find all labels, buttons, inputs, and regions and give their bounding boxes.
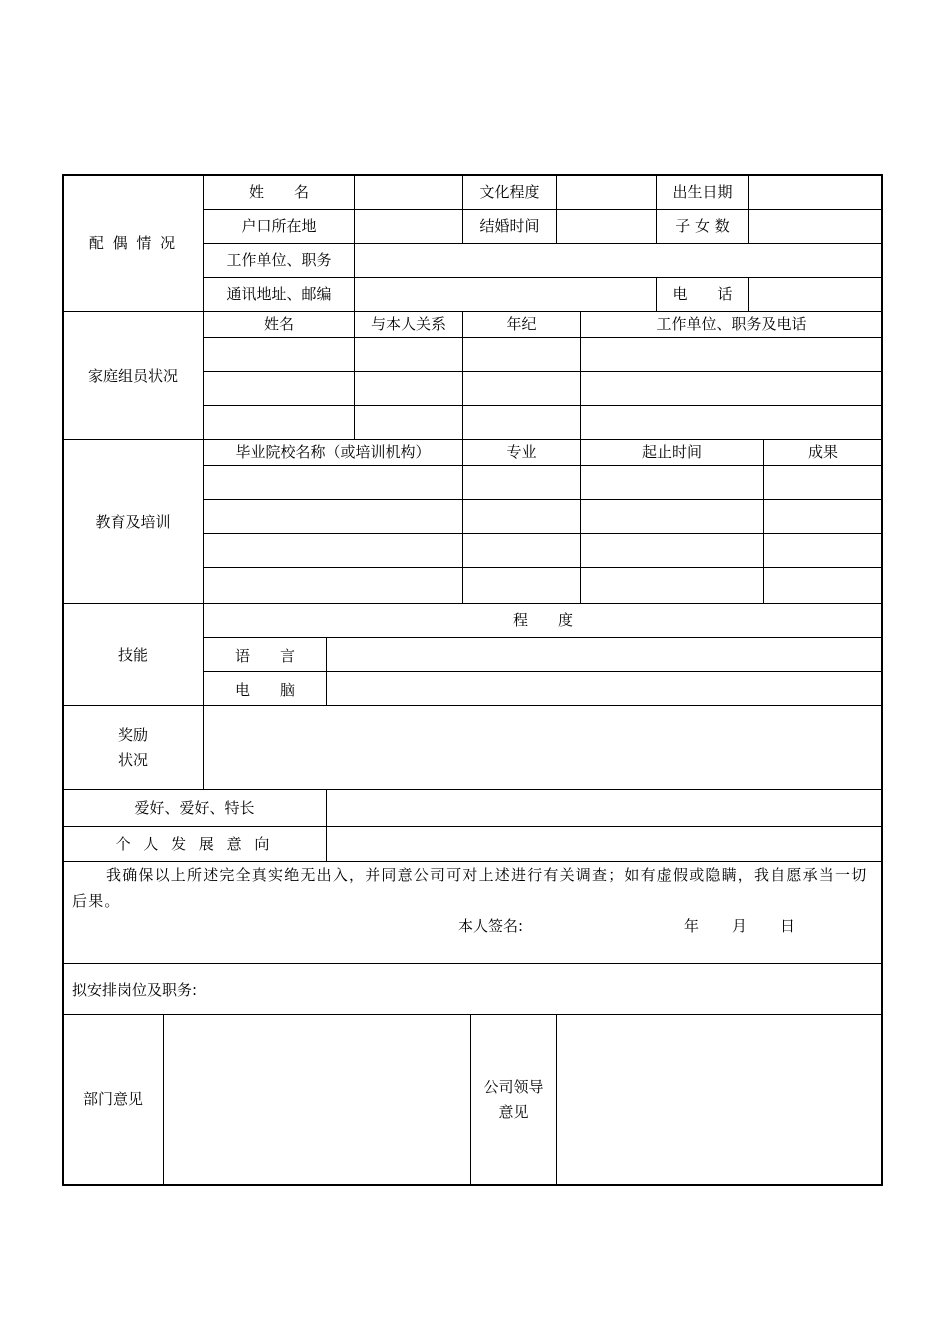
column-divider — [470, 1014, 471, 1185]
spouse-phone-field[interactable] — [749, 278, 882, 311]
education-row[interactable] — [204, 466, 882, 499]
spouse-marriage-time-label: 结婚时间 — [479, 217, 540, 235]
spouse-education-field[interactable] — [557, 176, 656, 209]
education-row[interactable] — [204, 500, 882, 533]
dept-opinion-field[interactable] — [164, 1015, 470, 1185]
awards-field[interactable] — [204, 706, 882, 789]
spouse-employer-field[interactable] — [355, 244, 882, 277]
spouse-children-label: 子 女 数 — [675, 217, 730, 235]
spouse-education-label: 文化程度 — [479, 183, 540, 201]
education-section-label: 教育及培训 — [95, 513, 171, 531]
family-section-label: 家庭组员状况 — [87, 367, 178, 385]
family-col-relation: 与本人关系 — [370, 315, 446, 333]
declaration-text: 我确保以上所述完全真实绝无出入，并同意公司可对上述进行有关调查；如有虚假或隐瞒，我自愿承当一切后果。 — [72, 866, 868, 910]
education-row[interactable] — [204, 568, 882, 603]
education-col-school: 毕业院校名称（或培训机构） — [235, 443, 431, 461]
signature-field[interactable] — [540, 912, 670, 940]
spouse-employer-label: 工作单位、职务 — [226, 251, 332, 269]
spouse-birthdate-field[interactable] — [749, 176, 882, 209]
awards-label-line2: 状况 — [117, 751, 148, 769]
spouse-hukou-field[interactable] — [355, 210, 462, 243]
family-row[interactable] — [204, 406, 882, 439]
awards-label-line1: 奖励 — [117, 726, 148, 744]
family-col-name: 姓名 — [263, 315, 294, 333]
spouse-hukou-label: 户口所在地 — [241, 217, 317, 235]
family-col-age: 年纪 — [506, 315, 537, 333]
signature-label: 本人签名: — [458, 917, 524, 935]
skills-computer-label: 电 脑 — [234, 681, 295, 699]
family-row[interactable] — [204, 372, 882, 405]
spouse-address-field[interactable] — [355, 278, 656, 311]
education-col-period: 起止时间 — [641, 443, 702, 461]
spouse-address-label: 通讯地址、邮编 — [226, 285, 332, 303]
spouse-birthdate-label: 出生日期 — [672, 183, 733, 201]
education-col-major: 专业 — [506, 443, 537, 461]
leader-opinion-line2: 意见 — [498, 1103, 529, 1121]
spouse-phone-label: 电 话 — [672, 285, 733, 303]
leader-opinion-line1: 公司领导 — [483, 1078, 544, 1096]
spouse-section-label: 配 偶 情 况 — [88, 234, 178, 252]
dept-opinion-label: 部门意见 — [82, 1090, 143, 1108]
family-row[interactable] — [204, 338, 882, 371]
education-col-result: 成果 — [807, 443, 838, 461]
section-divider — [63, 439, 882, 440]
skills-language-label: 语 言 — [234, 647, 295, 665]
section-divider — [63, 311, 882, 312]
family-col-work: 工作单位、职务及电话 — [656, 315, 807, 333]
spouse-children-field[interactable] — [749, 210, 882, 243]
development-field[interactable] — [327, 827, 882, 861]
leader-opinion-field[interactable] — [557, 1015, 882, 1185]
position-field[interactable] — [215, 970, 875, 1008]
hobbies-label: 爱好、爱好、特长 — [134, 799, 255, 817]
skills-level-header: 程 度 — [512, 611, 573, 629]
hobbies-field[interactable] — [327, 790, 882, 826]
section-divider — [63, 603, 882, 604]
position-label: 拟安排岗位及职务: — [72, 981, 198, 999]
section-divider — [63, 963, 882, 964]
development-label: 个 人 发 展 意 向 — [115, 835, 274, 853]
education-row[interactable] — [204, 534, 882, 567]
spouse-name-label: 姓 名 — [248, 183, 309, 201]
spouse-marriage-time-field[interactable] — [557, 210, 656, 243]
signature-date: 年 月 日 — [684, 917, 797, 935]
skills-section-label: 技能 — [117, 646, 148, 664]
spouse-name-field[interactable] — [355, 176, 462, 209]
skills-language-field[interactable] — [327, 638, 882, 671]
skills-computer-field[interactable] — [327, 672, 882, 705]
